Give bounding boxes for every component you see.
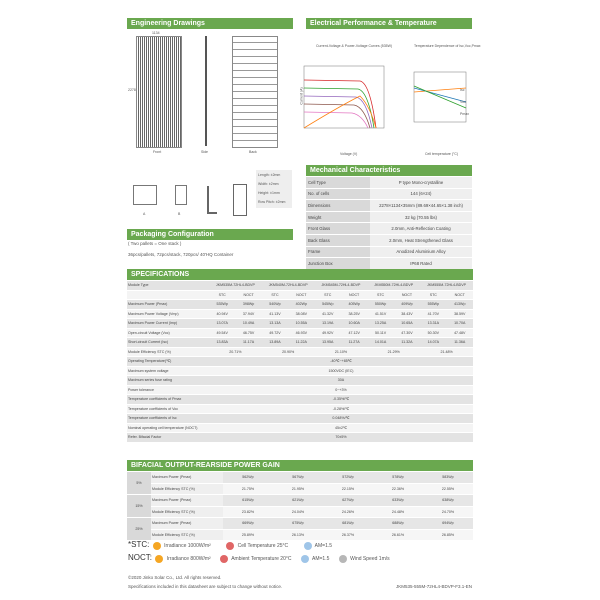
footer-disclaimer: Specifications included in this datasheet are subject to change without notice. — [128, 584, 283, 589]
spec-value: 49.72V — [262, 328, 288, 338]
spec-label: Refer. Bifacial Factor — [127, 433, 209, 442]
bifacial-value: 627Wp — [323, 495, 373, 507]
bifacial-label: Module Efficiency STC (%) — [151, 506, 223, 518]
spec-subheader-row — [127, 290, 473, 300]
spec-label: Nominal operating cell temperature (NOCT) — [127, 423, 209, 433]
mechanical-row — [306, 234, 472, 246]
mechanical-key: Cell Type — [306, 177, 370, 189]
spec-value: 70±5% — [209, 433, 473, 442]
packaging-note: ( Two pallets = One stack ) — [128, 241, 182, 246]
stc-label: *STC: — [128, 540, 150, 549]
back-label: Back — [249, 150, 257, 154]
bifacial-label: Module Efficiency STC (%) — [151, 529, 223, 540]
noct-column-label: NOCT — [235, 290, 261, 300]
dim-height: 2278 — [128, 88, 136, 92]
wind-icon — [339, 555, 347, 563]
spec-value: 21.48% — [420, 347, 473, 357]
tolerance-length: Length: ±2mm — [258, 173, 281, 177]
spec-label: Short-circuit Current (Isc) — [127, 338, 209, 348]
spec-label: Maximum Power (Pmax) — [127, 300, 209, 310]
spec-value: 550Wp — [367, 300, 393, 310]
bifacial-row — [127, 518, 473, 530]
mechanical-value: 144 (6×24) — [370, 188, 472, 200]
bifacial-value: 26.13% — [273, 529, 323, 540]
spec-row — [127, 300, 473, 310]
panel-side-drawing — [205, 36, 207, 146]
spec-value: 11.27A — [341, 338, 367, 348]
spec-common-row — [127, 395, 473, 405]
bifacial-value: 23.82% — [223, 506, 273, 518]
spec-label: Maximum Power Current (Imp) — [127, 319, 209, 329]
panel-back-drawing — [232, 36, 278, 148]
spec-value: 40.94V — [209, 309, 235, 319]
spec-label: Module Efficiency STC (%) — [127, 347, 209, 357]
mechanical-value: Anodized Aluminium Alloy — [370, 246, 472, 258]
mechanical-key: Weight — [306, 211, 370, 223]
mechanical-value: 2.0mm, Heat Strengthened Glass — [370, 234, 472, 246]
bifacial-label: Module Efficiency STC (%) — [151, 483, 223, 495]
gain-percent: 5% — [127, 472, 151, 495]
bifacial-value: 638Wp — [423, 495, 473, 507]
spec-value: 21.29% — [367, 347, 420, 357]
bifacial-label: Maximum Power (Pmax) — [151, 495, 223, 507]
spec-label: Open-circuit Voltage (Voc) — [127, 328, 209, 338]
spec-label: Temperature coefficients of Pmax — [127, 395, 209, 405]
air-mass-icon — [304, 542, 312, 550]
spec-common-row — [127, 433, 473, 442]
noct-column-label: NOCT — [341, 290, 367, 300]
frame-profile-drawing-2 — [233, 184, 247, 216]
spec-value: 30A — [209, 376, 473, 386]
specifications-title: SPECIFICATIONS — [127, 269, 473, 280]
spec-value: 0~+3% — [209, 385, 473, 395]
temp-chart-title: Temperature Dependence of Isc,Voc,Pmax — [414, 44, 481, 48]
spec-value: 398Wp — [235, 300, 261, 310]
spec-value: 10.60A — [341, 319, 367, 329]
specifications-table — [127, 280, 473, 442]
stc-column-label: STC — [420, 290, 446, 300]
thermometer-icon-2 — [220, 555, 228, 563]
mechanical-key: Junction Box — [306, 258, 370, 270]
bifacial-value: 26.61% — [373, 529, 423, 540]
tolerance-height: Height: ±1mm — [258, 191, 280, 195]
section-b-drawing — [175, 185, 187, 205]
bifacial-value: 615Wp — [223, 495, 273, 507]
stc-conditions — [128, 540, 332, 550]
stc-column-label: STC — [209, 290, 235, 300]
spec-value: 10.70A — [447, 319, 473, 329]
mechanical-row — [306, 258, 472, 270]
spec-value: 49.54V — [209, 328, 235, 338]
module-type-label: Module Type — [127, 281, 209, 291]
bifacial-value: 21.75% — [223, 483, 273, 495]
bifacial-row — [127, 483, 473, 495]
stc-column-label: STC — [315, 290, 341, 300]
spec-value: 20.71% — [209, 347, 262, 357]
spec-value: 13.31A — [420, 319, 446, 329]
section-b-label: B — [178, 212, 181, 216]
spec-value: 13.07A — [209, 319, 235, 329]
spec-common-row — [127, 423, 473, 433]
mechanical-value: 2.0mm, Anti-Reflection Coating — [370, 223, 472, 235]
spec-value: 50.30V — [420, 328, 446, 338]
spec-value: 10.65A — [394, 319, 420, 329]
spec-row — [127, 319, 473, 329]
spec-value: 0.048%/℃ — [209, 414, 473, 424]
bifacial-value: 22.15% — [323, 483, 373, 495]
noct-column-label: NOCT — [394, 290, 420, 300]
spec-row — [127, 338, 473, 348]
spec-value: 46.93V — [288, 328, 314, 338]
bifacial-value: 572Wp — [323, 472, 373, 484]
spec-value: 555Wp — [420, 300, 446, 310]
spec-value: -40℃~+85℃ — [209, 357, 473, 367]
bifacial-value: 583Wp — [423, 472, 473, 484]
spec-value: 38.43V — [394, 309, 420, 319]
spec-value: 47.30V — [394, 328, 420, 338]
thermometer-icon — [226, 542, 234, 550]
mechanical-row — [306, 177, 472, 189]
packaging-title: Packaging Configuration — [127, 229, 293, 240]
noct-irradiance: Irradiance 800W/m² — [166, 556, 211, 562]
spec-value: 41.32V — [315, 309, 341, 319]
spec-value: 10.55A — [288, 319, 314, 329]
spec-value: 540Wp — [262, 300, 288, 310]
footer-code: JKM535-555M-72HL4-BDVP-F3.1-EN — [396, 584, 473, 589]
mechanical-key: No. of cells — [306, 188, 370, 200]
noct-ambient-temp: Ambient Temperature 20°C — [231, 556, 292, 562]
tolerance-width: Width: ±2mm — [258, 182, 279, 186]
noct-am: AM=1.5 — [312, 556, 330, 562]
spec-value: 46.75V — [235, 328, 261, 338]
spec-value: 535Wp — [209, 300, 235, 310]
spec-value: 409Wp — [394, 300, 420, 310]
spec-value: -0.35%/℃ — [209, 395, 473, 405]
spec-value: 38.59V — [447, 309, 473, 319]
bifacial-value: 621Wp — [273, 495, 323, 507]
mechanical-value: P type Mono-crystalline — [370, 177, 472, 189]
spec-value: 45±2℃ — [209, 423, 473, 433]
noct-conditions — [128, 553, 390, 563]
spec-value: 13.89A — [262, 338, 288, 348]
spec-value: 38.25V — [341, 309, 367, 319]
bifacial-table — [127, 471, 473, 540]
mechanical-title: Mechanical Characteristics — [306, 165, 472, 176]
model-name: JKM545M-72HL4-BDVP — [315, 281, 368, 291]
spec-value: 50.11V — [367, 328, 393, 338]
bifacial-value: 21.95% — [273, 483, 323, 495]
stc-column-label: STC — [262, 290, 288, 300]
panel-front-drawing — [136, 36, 182, 148]
spec-value: 49.92V — [315, 328, 341, 338]
spec-value: 14.01A — [367, 338, 393, 348]
spec-row — [127, 328, 473, 338]
model-name: JKM540M-72HL4-BDVP — [262, 281, 315, 291]
bifacial-value: 669Wp — [223, 518, 273, 530]
spec-value: 10.49A — [235, 319, 261, 329]
temp-legend-isc: Isc — [460, 88, 465, 92]
mechanical-row — [306, 246, 472, 258]
spec-label: Maximum Power Voltage (Vmp) — [127, 309, 209, 319]
spec-value: 41.51V — [367, 309, 393, 319]
mounting-holes-box — [256, 170, 292, 208]
spec-value: 47.48V — [447, 328, 473, 338]
spec-value: 11.22A — [288, 338, 314, 348]
sun-icon-2 — [155, 555, 163, 563]
bifacial-value: 633Wp — [373, 495, 423, 507]
model-name: JKM550M-72HL4-BDVP — [367, 281, 420, 291]
bifacial-label: Maximum Power (Pmax) — [151, 472, 223, 484]
model-name: JKM535M-72HL4-BDVP — [209, 281, 262, 291]
spec-common-row — [127, 376, 473, 386]
mechanical-key: Frame — [306, 246, 370, 258]
mechanical-value: 2278×1134×35mm (89.69×44.65×1.38 inch) — [370, 200, 472, 212]
spec-label: Temperature coefficients of Voc — [127, 404, 209, 414]
bifacial-value: 26.37% — [323, 529, 373, 540]
spec-value: 13.25A — [367, 319, 393, 329]
bifacial-value: 22.36% — [373, 483, 423, 495]
spec-value: 13.83A — [209, 338, 235, 348]
spec-value: 13.19A — [315, 319, 341, 329]
bifacial-value: 688Wp — [373, 518, 423, 530]
bifacial-value: 675Wp — [273, 518, 323, 530]
temp-chart-svg — [410, 68, 470, 128]
iv-y-label: Current (A) — [299, 87, 304, 105]
dim-width: 1134 — [152, 31, 160, 35]
bifacial-row — [127, 506, 473, 518]
bifacial-value: 567Wp — [273, 472, 323, 484]
spec-label: Power tolerance — [127, 385, 209, 395]
bifacial-row — [127, 472, 473, 484]
stc-am: AM=1.5 — [314, 543, 333, 549]
iv-chart-title: Current-Voltage & Power-Voltage Curves (535W) — [316, 44, 393, 48]
mechanical-value: IP68 Rated — [370, 258, 472, 270]
frame-profile-drawing — [207, 186, 217, 214]
bifacial-value: 694Wp — [423, 518, 473, 530]
temp-legend-pmax: Pmax — [460, 112, 469, 116]
mechanical-key: Back Glass — [306, 234, 370, 246]
mechanical-table — [306, 176, 472, 280]
mechanical-row — [306, 211, 472, 223]
spec-value: 47.12V — [341, 328, 367, 338]
spec-row — [127, 309, 473, 319]
mechanical-row — [306, 223, 472, 235]
spec-common-row — [127, 414, 473, 424]
noct-wind: Wind Speed 1m/s — [350, 556, 390, 562]
spec-value: 14.07A — [420, 338, 446, 348]
noct-column-label: NOCT — [447, 290, 473, 300]
bifacial-value: 24.26% — [323, 506, 373, 518]
spec-common-row — [127, 404, 473, 414]
sun-icon — [153, 542, 161, 550]
side-label: Side — [201, 150, 209, 154]
spec-value: 21.10% — [315, 347, 368, 357]
gain-percent: 15% — [127, 495, 151, 518]
mechanical-key: Dimensions — [306, 200, 370, 212]
bifacial-value: 24.70% — [423, 506, 473, 518]
gain-percent: 25% — [127, 518, 151, 541]
noct-label: NOCT: — [128, 553, 152, 562]
bifacial-title: BIFACIAL OUTPUT-REARSIDE POWER GAIN — [127, 460, 473, 471]
spec-label: Temperature coefficients of Isc — [127, 414, 209, 424]
model-name: JKM555M-72HL4-BDVP — [420, 281, 473, 291]
spec-common-row — [127, 385, 473, 395]
mechanical-row — [306, 200, 472, 212]
bifacial-value: 24.48% — [373, 506, 423, 518]
bifacial-value: 562Wp — [223, 472, 273, 484]
mechanical-value: 32 kg (70.55 lbs) — [370, 211, 472, 223]
spec-label: Maximum system voltage — [127, 366, 209, 376]
bifacial-label: Maximum Power (Pmax) — [151, 518, 223, 530]
spec-value: 13.95A — [315, 338, 341, 348]
spec-value: 11.36A — [447, 338, 473, 348]
spec-value: 41.70V — [420, 309, 446, 319]
engineering-title: Engineering Drawings — [127, 18, 293, 29]
spec-value: 11.17A — [235, 338, 261, 348]
noct-column-label: NOCT — [288, 290, 314, 300]
spec-label: Maximum series fuse rating — [127, 376, 209, 386]
spec-value: 38.08V — [288, 309, 314, 319]
section-a-drawing — [133, 185, 157, 205]
spec-value: 1500VDC (IEC) — [209, 366, 473, 376]
spec-value: 402Wp — [288, 300, 314, 310]
bifacial-row — [127, 529, 473, 540]
bifacial-row — [127, 495, 473, 507]
spec-common-row — [127, 366, 473, 376]
front-label: Front — [153, 150, 162, 154]
bifacial-value: 24.04% — [273, 506, 323, 518]
spec-value: 20.90% — [262, 347, 315, 357]
packaging-detail: 36pcs/pallets, 72pcs/stack, 720pcs/ 40'HQ Container — [128, 252, 234, 257]
bifacial-value: 26.85% — [423, 529, 473, 540]
temp-x-label: Cell temperature (°C) — [425, 152, 459, 156]
spec-value: 11.32A — [394, 338, 420, 348]
spec-value: 413Wp — [447, 300, 473, 310]
stc-cell-temp: Cell Temperature 25°C — [237, 543, 289, 549]
spec-row — [127, 347, 473, 357]
stc-column-label: STC — [367, 290, 393, 300]
spec-value: 545Wp — [315, 300, 341, 310]
spec-value: -0.28%/℃ — [209, 404, 473, 414]
mechanical-row — [306, 188, 472, 200]
bifacial-value: 578Wp — [373, 472, 423, 484]
footer-copyright: ©2020 Jinko Solar Co., Ltd. All rights reserved. — [128, 575, 222, 580]
iv-x-label: Voltage (V) — [340, 152, 358, 156]
temp-legend-voc: Voc — [460, 100, 466, 104]
tolerance-row-pitch: Row Pitch: ±2mm — [258, 200, 286, 204]
spec-common-row — [127, 357, 473, 367]
section-a-label: A — [143, 212, 146, 216]
spec-label: Operating Temperature(℃) — [127, 357, 209, 367]
bifacial-value: 22.55% — [423, 483, 473, 495]
air-mass-icon-2 — [301, 555, 309, 563]
spec-value: 13.13A — [262, 319, 288, 329]
mechanical-key: Front Glass — [306, 223, 370, 235]
bifacial-value: 681Wp — [323, 518, 373, 530]
spec-header-row — [127, 281, 473, 291]
stc-irradiance: Irradiance 1000W/m² — [164, 543, 211, 549]
spec-value: 405Wp — [341, 300, 367, 310]
spec-value: 41.13V — [262, 309, 288, 319]
spec-value: 37.94V — [235, 309, 261, 319]
electrical-title: Electrical Performance & Temperature Dependence — [306, 18, 472, 29]
bifacial-value: 25.89% — [223, 529, 273, 540]
iv-chart-svg — [300, 56, 390, 136]
